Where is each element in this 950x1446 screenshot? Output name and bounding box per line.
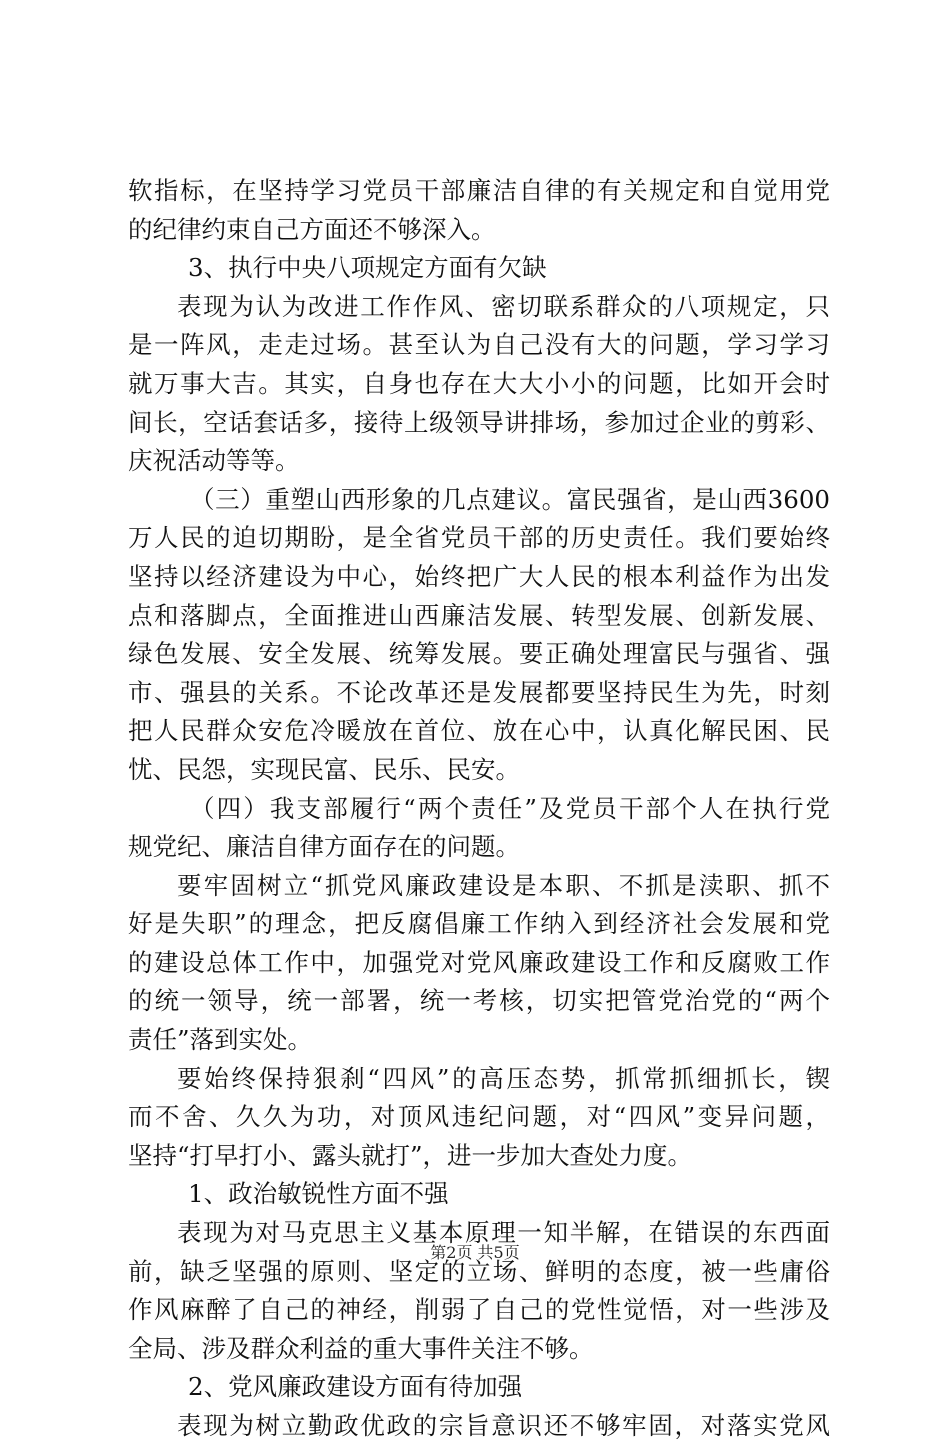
text-line: 要牢固树立“抓党风廉政建设是本职、不抓是渎职、抓不 xyxy=(177,870,830,900)
section-heading: （四）我支部履行“两个责任”及党员干部个人在执行党 xyxy=(190,793,830,823)
text-line: 好是失职”的理念，把反腐倡廉工作纳入到经济社会发展和党 xyxy=(128,909,830,939)
text-line: 点和落脚点，全面推进山西廉洁发展、转型发展、创新发展、 xyxy=(128,600,830,630)
text-line: 坚持以经济建设为中心，始终把广大人民的根本利益作为出发 xyxy=(128,561,830,591)
text-line: 万人民的迫切期盼，是全省党员干部的历史责任。我们要始终 xyxy=(128,523,830,553)
text-line: 间长，空话套话多，接待上级领导讲排场，参加过企业的剪彩、 xyxy=(128,407,830,437)
text-line: 作风麻醉了自己的神经，削弱了自己的党性觉悟，对一些涉及 xyxy=(128,1295,830,1325)
text-line: 的统一领导，统一部署，统一考核，切实把管党治党的“两个 xyxy=(128,986,830,1016)
text-line: 是一阵风，走走过场。甚至认为自己没有大的问题，学习学习 xyxy=(128,330,830,360)
text-line: 表现为认为改进工作作风、密切联系群众的八项规定，只 xyxy=(177,291,830,321)
page-number: 第2页 共5页 xyxy=(430,1243,520,1262)
section-heading: （三）重塑山西形象的几点建议。富民强省，是山西3600 xyxy=(190,484,830,514)
text-line: 而不舍、久久为功，对顶风违纪问题，对“四风”变异问题， xyxy=(128,1102,830,1132)
text-line: 的纪律约束自己方面还不够深入。 xyxy=(128,214,496,244)
text-line: 忧、民怨，实现民富、民乐、民安。 xyxy=(128,754,520,784)
text-line: 的建设总体工作中，加强党对党风廉政建设工作和反腐败工作 xyxy=(128,947,830,977)
text-line: 前，缺乏坚强的原则、坚定的立场、鲜明的态度，被一些庸俗 xyxy=(128,1256,830,1286)
text-line: 表现为对马克思主义基本原理一知半解，在错误的东西面 xyxy=(177,1218,830,1248)
section-heading: 2、党风廉政建设方面有待加强 xyxy=(188,1372,523,1402)
text-line: 规党纪、廉洁自律方面存在的问题。 xyxy=(128,832,520,862)
text-line: 坚持“打早打小、露头就打”，进一步加大查处力度。 xyxy=(128,1140,693,1170)
text-line: 全局、涉及群众利益的重大事件关注不够。 xyxy=(128,1333,594,1363)
text-line: 市、强县的关系。不论改革还是发展都要坚持民生为先，时刻 xyxy=(128,677,830,707)
text-line: 表现为树立勤政优政的宗旨意识还不够牢固，对落实党风 xyxy=(177,1411,830,1440)
text-line: 软指标，在坚持学习党员干部廉洁自律的有关规定和自觉用党 xyxy=(128,176,830,205)
text-line: 把人民群众安危冷暖放在首位、放在心中，认真化解民困、民 xyxy=(128,716,830,746)
section-heading: 1、政治敏锐性方面不强 xyxy=(188,1179,449,1209)
text-line: 责任”落到实处。 xyxy=(128,1025,313,1055)
text-line: 就万事大吉。其实，自身也存在大大小小的问题，比如开会时 xyxy=(128,368,830,398)
text-line: 要始终保持狠刹“四风”的高压态势，抓常抓细抓长，锲 xyxy=(177,1063,830,1093)
text-line: 庆祝活动等等。 xyxy=(128,446,300,476)
text-line: 绿色发展、安全发展、统筹发展。要正确处理富民与强省、强 xyxy=(128,639,830,669)
section-heading: 3、执行中央八项规定方面有欠缺 xyxy=(188,253,547,283)
